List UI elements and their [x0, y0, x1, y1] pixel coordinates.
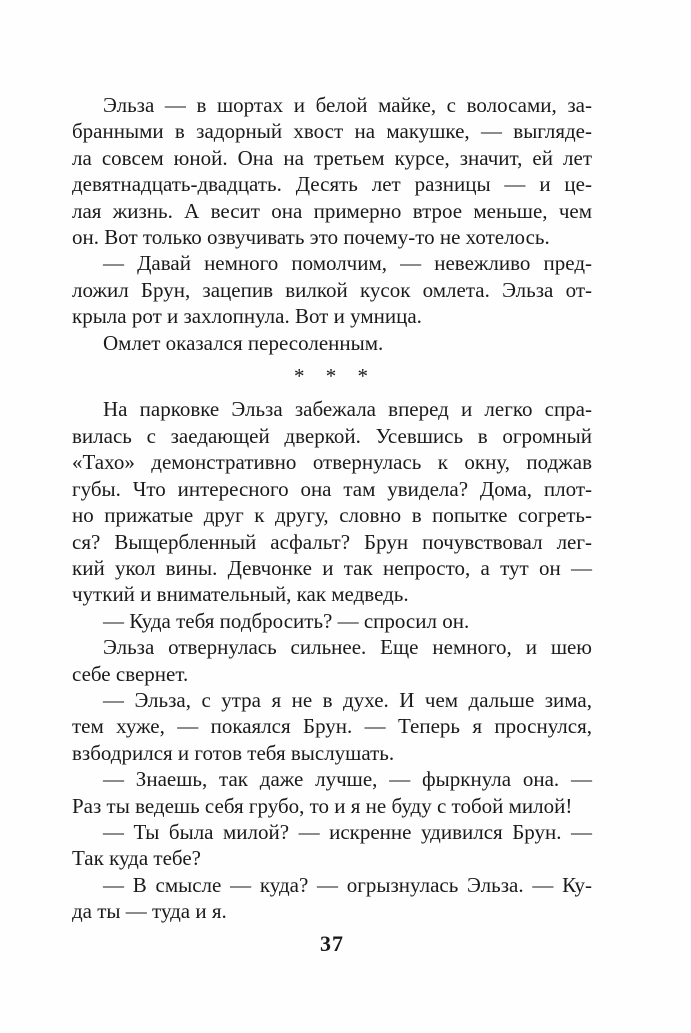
text-line: он. Вот только озвучивать это почему-то не хотелось. — [72, 225, 550, 250]
page-number: 37 — [320, 930, 344, 956]
text-line: но прижатые друг к другу, словно в попытке согреть- — [72, 503, 592, 528]
text-line: На парковке Эльза забежала вперед и легко спра- — [103, 397, 592, 422]
text-line: девятнадцать-двадцать. Десять лет разницы — и це- — [72, 172, 592, 197]
text-line: — Знаешь, так даже лучше, — фыркнула она. — — [103, 767, 592, 792]
text-line: — Куда тебя подбросить? — спросил он. — [103, 608, 470, 633]
text-line: взбодрился и готов тебя выслушать. — [72, 740, 395, 765]
paragraph — [72, 634, 592, 687]
text-line: — Эльза, с утра я не в духе. И чем дальше зима, — [103, 687, 592, 712]
text-line: — В смысле — куда? — огрызнулась Эльза. — Ку- — [103, 872, 592, 897]
paragraph — [72, 92, 592, 250]
paragraph — [72, 766, 592, 819]
text-line: чуткий и внимательный, как медведь. — [72, 582, 409, 607]
paragraph — [72, 872, 592, 925]
text-line: губы. Что интересного она там увидела? Дома, плот- — [72, 476, 592, 501]
paragraph — [72, 330, 592, 356]
text-line: Раз ты ведешь себя грубо, то и я не буду с тобой милой! — [72, 793, 573, 818]
paragraph — [72, 608, 592, 634]
text-line: — Давай немного помолчим, — невежливо пред- — [103, 251, 592, 276]
paragraph — [72, 819, 592, 872]
text-line: Эльза — в шортах и белой майке, с волосами, за- — [103, 93, 592, 117]
text-line: лая жизнь. А весит она примерно втрое меньше, чем — [72, 198, 592, 223]
text-line: себе свернет. — [72, 661, 189, 686]
text-line: бранными в задорный хвост на макушке, — выгляде- — [72, 119, 592, 144]
text-line: ла совсем юной. Она на третьем курсе, значит, ей лет — [72, 145, 592, 170]
text-line: — Ты была милой? — искренне удивился Брун. — — [103, 819, 592, 844]
text-line: тем хуже, — покаялся Брун. — Теперь я проснулся, — [72, 714, 592, 739]
text-line: «Тахо» демонстративно отвернулась к окну, поджав — [72, 450, 592, 475]
text-line: Так куда тебе? — [72, 846, 201, 871]
text-line: ся? Выщербленный асфальт? Брун почувствовал лег- — [72, 529, 592, 554]
text-column — [72, 92, 592, 957]
text-line: вилась с заедающей дверкой. Усевшись в огромный — [72, 423, 592, 448]
text-line: да ты — туда и я. — [72, 899, 227, 924]
section-separator: * * * — [294, 364, 370, 389]
text-line: Эльза отвернулась сильнее. Еще немного, и шею — [103, 635, 592, 660]
text-line: крыла рот и захлопнула. Вот и умница. — [72, 304, 422, 329]
text-line: кий укол вины. Девчонке и так непросто, а тут он — — [72, 555, 592, 580]
text-line: ложил Брун, зацепив вилкой кусок омлета. Эльза от- — [72, 277, 592, 302]
paragraph — [72, 396, 592, 607]
paragraph — [72, 687, 592, 766]
paragraph — [72, 250, 592, 329]
text-line: Омлет оказался пересоленным. — [103, 330, 384, 355]
